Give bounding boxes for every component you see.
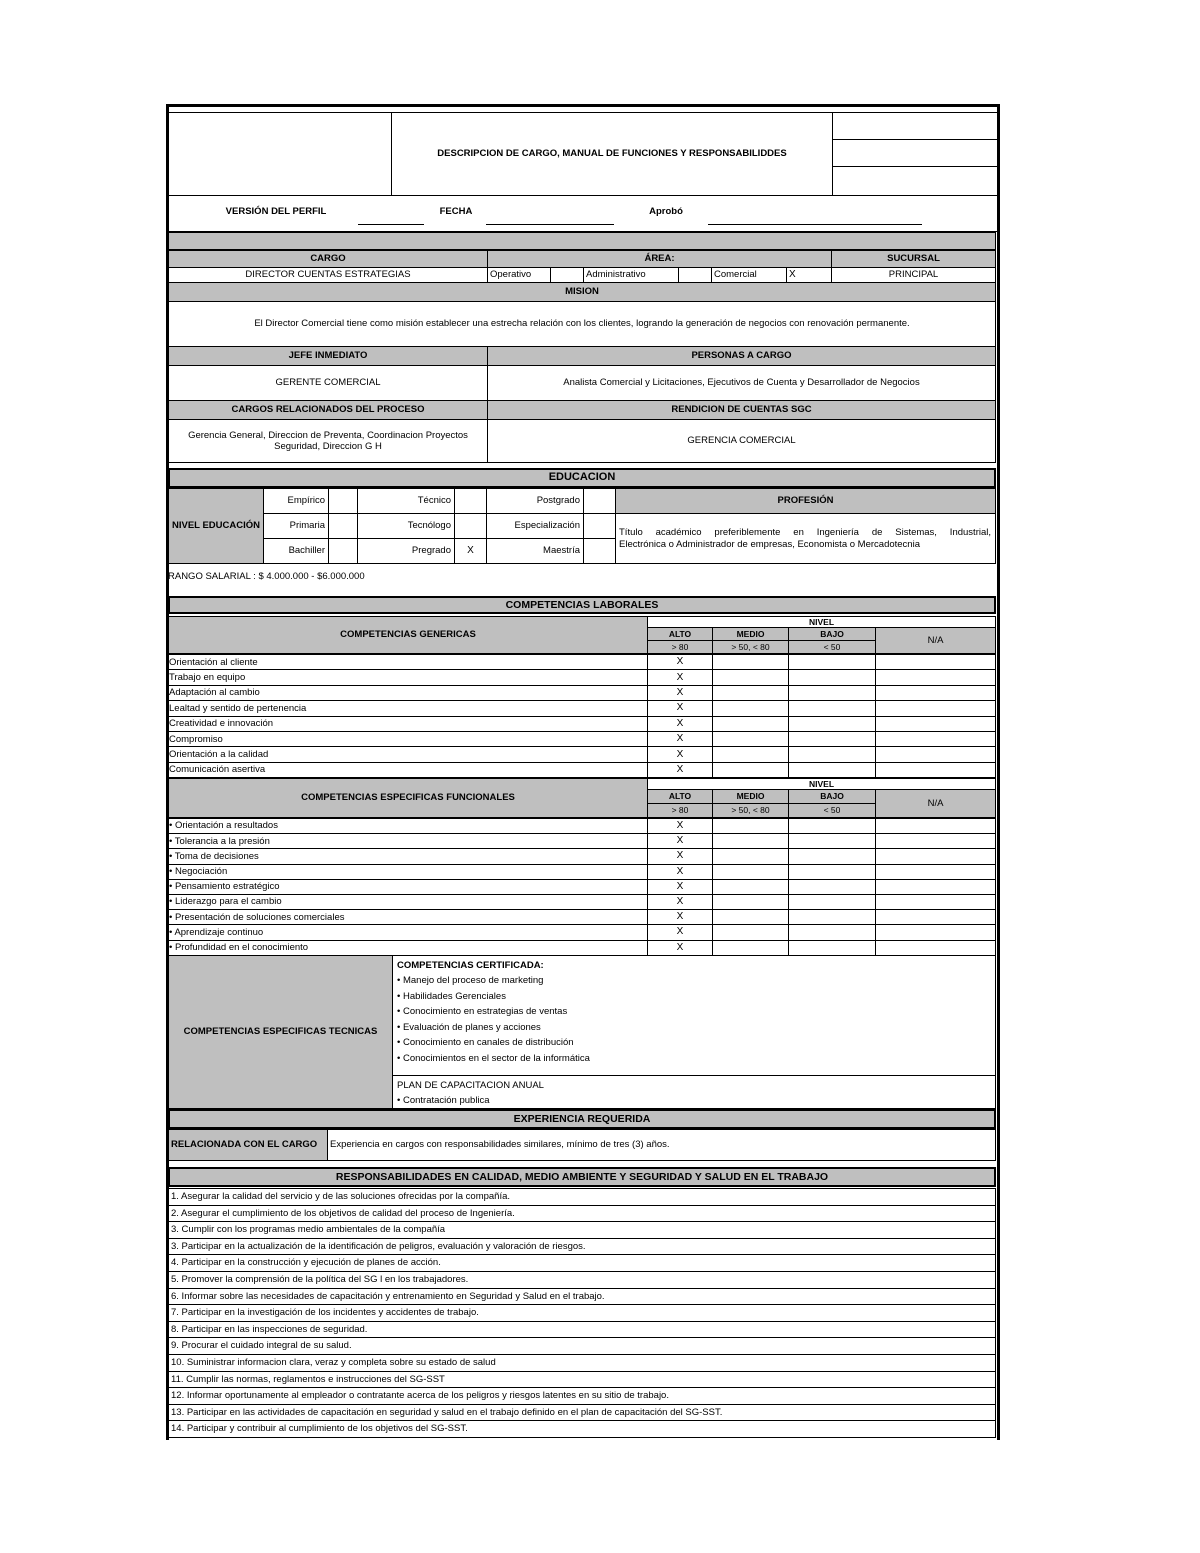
- edu-tecnico: Técnico: [357, 488, 455, 514]
- aprobo-label: Aprobó: [649, 206, 683, 218]
- na-cell: [875, 864, 996, 880]
- bajo-cell: [788, 654, 876, 670]
- certificada-item: • Conocimientos en el sector de la informática: [397, 1052, 590, 1064]
- responsabilidad-item: 14. Participar y contribuir al cumplimiento de los objetivos del SG-SST.: [168, 1420, 996, 1438]
- grey-band: [168, 232, 996, 250]
- certificada-box: [392, 955, 996, 1076]
- medio-label-2: MEDIO: [712, 789, 789, 804]
- edu-tecnologo-box: [454, 513, 487, 539]
- area-label: ÁREA:: [487, 250, 832, 268]
- bajo-cell: [788, 685, 876, 701]
- edu-especializacion-box: [583, 513, 616, 539]
- bajo-cell: [788, 818, 876, 834]
- edu-primaria-box: [328, 513, 358, 539]
- bajo-cell: [788, 669, 876, 685]
- relacionados-line2: Seguridad, Direccion G H: [274, 441, 382, 452]
- relacionados-line1: Gerencia General, Direccion de Preventa, Coordinacion Proyectos: [188, 429, 468, 441]
- educacion-label: EDUCACION: [168, 468, 996, 488]
- bajo-range-2: < 50: [788, 803, 876, 818]
- fecha-label: FECHA: [439, 206, 473, 218]
- experiencia-text: Experiencia en cargos con responsabilidades similares, mínimo de tres (3) años.: [327, 1129, 996, 1161]
- medio-cell: [712, 731, 789, 747]
- rendicion-value: GERENCIA COMERCIAL: [487, 419, 996, 463]
- jefe-value: GERENTE COMERCIAL: [168, 365, 488, 401]
- profesion-line1: Título académico preferiblemente en Ingeniería de Sistemas, Industrial,: [619, 527, 991, 539]
- fecha-line: [486, 224, 614, 225]
- relacionados-value: [168, 419, 488, 463]
- alto-mark: X: [647, 669, 713, 685]
- competencia-funcional-row: • Tolerancia a la presión: [168, 833, 648, 849]
- edu-empirico: Empírico: [263, 488, 329, 514]
- medio-cell: [712, 818, 789, 834]
- area-operativo-box: [550, 267, 584, 283]
- certificada-item: • Manejo del proceso de marketing: [397, 975, 544, 986]
- profesion-label: PROFESIÓN: [615, 488, 996, 514]
- alto-mark: X: [647, 848, 713, 864]
- competencia-funcional-row: • Toma de decisiones: [168, 848, 648, 864]
- bajo-cell: [788, 864, 876, 880]
- version-line: [358, 224, 424, 225]
- competencias-label: COMPETENCIAS LABORALES: [168, 596, 996, 614]
- edu-empirico-box: [328, 488, 358, 514]
- jefe-label: JEFE INMEDIATO: [168, 346, 488, 366]
- na-cell: [875, 669, 996, 685]
- alto-label-2: ALTO: [647, 789, 713, 804]
- certificada-item: • Conocimiento en canales de distribución: [397, 1037, 574, 1048]
- certificada-label: COMPETENCIAS CERTIFICADA:: [397, 960, 544, 971]
- na-cell: [875, 731, 996, 747]
- responsabilidad-item: 5. Promover la comprensión de la política del SG l en los trabajadores.: [168, 1271, 996, 1289]
- version-label: VERSIÓN DEL PERFIL: [225, 206, 327, 218]
- medio-range-2: > 50, < 80: [712, 803, 789, 818]
- date-cell: [832, 166, 998, 196]
- medio-cell: [712, 669, 789, 685]
- medio-cell: [712, 762, 789, 778]
- alto-mark: X: [647, 833, 713, 849]
- responsabilidad-item: 3. Participar en la actualización de la identificación de peligros, evaluación y valoración de riesgos.: [168, 1238, 996, 1256]
- bajo-range-1: < 50: [788, 640, 876, 654]
- competencia-funcional-row: • Negociación: [168, 864, 648, 880]
- competencia-funcional-row: • Pensamiento estratégico: [168, 879, 648, 895]
- bajo-label-1: BAJO: [788, 627, 876, 641]
- bajo-label-2: BAJO: [788, 789, 876, 804]
- competencia-generica-row: Orientación a la calidad: [168, 746, 648, 762]
- na-cell: [875, 746, 996, 762]
- profesion-line2: Electrónica o Administrador de empresas, Economista o Mercadotecnia: [619, 538, 920, 550]
- competencia-generica-row: Compromiso: [168, 731, 648, 747]
- sucursal-value: PRINCIPAL: [831, 267, 996, 283]
- document-title: DESCRIPCION DE CARGO, MANUAL DE FUNCIONES Y RESPONSABILIDDES: [391, 112, 833, 196]
- tecnicas-label: COMPETENCIAS ESPECIFICAS TECNICAS: [168, 955, 393, 1109]
- alto-mark: X: [647, 685, 713, 701]
- alto-mark: X: [647, 654, 713, 670]
- alto-range-2: > 80: [647, 803, 713, 818]
- alto-mark: X: [647, 894, 713, 910]
- logo-cell: [168, 112, 392, 196]
- area-administrativo: Administrativo: [583, 267, 679, 283]
- edu-especializacion: Especialización: [486, 513, 584, 539]
- bajo-cell: [788, 909, 876, 925]
- na-cell: [875, 848, 996, 864]
- personas-label: PERSONAS A CARGO: [487, 346, 996, 366]
- bajo-cell: [788, 879, 876, 895]
- bajo-cell: [788, 762, 876, 778]
- na-cell: [875, 654, 996, 670]
- edu-postgrado: Postgrado: [486, 488, 584, 514]
- genericas-label: COMPETENCIAS GENERICAS: [168, 616, 648, 654]
- plan-list: [397, 1093, 490, 1108]
- medio-cell: [712, 833, 789, 849]
- alto-mark: X: [647, 700, 713, 716]
- responsabilidad-item: 4. Participar en la construcción y ejecución de planes de acción.: [168, 1254, 996, 1272]
- responsabilidad-item: 12. Informar oportunamente al empleador o contratante acerca de los peligros y riesgos latentes en su sitio de trabajo.: [168, 1387, 996, 1405]
- alto-range-1: > 80: [647, 640, 713, 654]
- na-cell: [875, 909, 996, 925]
- na-cell: [875, 833, 996, 849]
- plan-item: • Contratación publica: [397, 1095, 490, 1106]
- alto-mark: X: [647, 746, 713, 762]
- na-cell: [875, 818, 996, 834]
- bajo-cell: [788, 940, 876, 956]
- alto-mark: X: [647, 818, 713, 834]
- responsabilidades-label: RESPONSABILIDADES EN CALIDAD, MEDIO AMBIENTE Y SEGURIDAD Y SALUD EN EL TRABAJO: [168, 1167, 996, 1187]
- sucursal-label: SUCURSAL: [831, 250, 996, 268]
- responsabilidad-item: 13. Participar en las actividades de capacitación en seguridad y salud en el trabajo definido en el plan de capacitación del SG-SST.: [168, 1404, 996, 1422]
- plan-box: [392, 1075, 996, 1109]
- cargo-label: CARGO: [168, 250, 488, 268]
- competencia-generica-row: Orientación al cliente: [168, 654, 648, 670]
- edu-primaria: Primaria: [263, 513, 329, 539]
- area-comercial: Comercial: [711, 267, 787, 283]
- competencia-funcional-row: • Profundidad en el conocimiento: [168, 940, 648, 956]
- medio-label-1: MEDIO: [712, 627, 789, 641]
- competencia-generica-row: Comunicación asertiva: [168, 762, 648, 778]
- responsabilidad-item: 11. Cumplir las normas, reglamentos e instrucciones del SG-SST: [168, 1371, 996, 1389]
- na-cell: [875, 685, 996, 701]
- nivel-educacion-label: NIVEL EDUCACIÓN: [168, 488, 264, 564]
- competencia-generica-row: Adaptación al cambio: [168, 685, 648, 701]
- alto-mark: X: [647, 924, 713, 940]
- edu-tecnico-box: [454, 488, 487, 514]
- na-cell: [875, 879, 996, 895]
- bajo-cell: [788, 731, 876, 747]
- edu-pregrado-mark: X: [454, 538, 487, 564]
- plan-label: PLAN DE CAPACITACION ANUAL: [397, 1080, 544, 1091]
- medio-cell: [712, 746, 789, 762]
- personas-value: Analista Comercial y Licitaciones, Ejecutivos de Cuenta y Desarrollador de Negocios: [487, 365, 996, 401]
- competencia-generica-row: Lealtad y sentido de pertenencia: [168, 700, 648, 716]
- mision-label: MISION: [168, 282, 996, 302]
- medio-cell: [712, 700, 789, 716]
- na-cell: [875, 924, 996, 940]
- alto-mark: X: [647, 940, 713, 956]
- nivel-label-1: NIVEL: [647, 616, 996, 628]
- certificada-item: • Evaluación de planes y acciones: [397, 1021, 541, 1033]
- alto-mark: X: [647, 762, 713, 778]
- alto-label-1: ALTO: [647, 627, 713, 641]
- competencia-generica-row: Trabajo en equipo: [168, 669, 648, 685]
- alto-mark: X: [647, 716, 713, 732]
- edu-maestria: Maestría: [486, 538, 584, 564]
- medio-cell: [712, 654, 789, 670]
- responsabilidad-item: 10. Suministrar informacion clara, veraz y completa sobre su estado de salud: [168, 1354, 996, 1372]
- area-operativo: Operativo: [487, 267, 551, 283]
- area-comercial-mark: X: [786, 267, 832, 283]
- na-label-1: N/A: [875, 627, 996, 654]
- code-cell: [832, 112, 998, 140]
- na-cell: [875, 894, 996, 910]
- bajo-cell: [788, 716, 876, 732]
- na-cell: [875, 700, 996, 716]
- mision-text: El Director Comercial tiene como misión establecer una estrecha relación con los clientes, logrando la generación de negocios con renovación permanente.: [168, 301, 996, 347]
- na-cell: [875, 762, 996, 778]
- competencia-funcional-row: • Presentación de soluciones comerciales: [168, 909, 648, 925]
- na-cell: [875, 716, 996, 732]
- alto-mark: X: [647, 879, 713, 895]
- responsabilidad-item: 7. Participar en la investigación de los incidentes y accidentes de trabajo.: [168, 1304, 996, 1322]
- medio-cell: [712, 848, 789, 864]
- cargo-value: DIRECTOR CUENTAS ESTRATEGIAS: [168, 267, 488, 283]
- responsabilidad-item: 1. Asegurar la calidad del servicio y de las soluciones ofrecidas por la compañía.: [168, 1188, 996, 1206]
- edu-bachiller-box: [328, 538, 358, 564]
- medio-cell: [712, 924, 789, 940]
- experiencia-label: EXPERIENCIA REQUERIDA: [168, 1109, 996, 1129]
- nivel-label-2: NIVEL: [647, 778, 996, 790]
- funcionales-label: COMPETENCIAS ESPECIFICAS FUNCIONALES: [168, 778, 648, 818]
- alto-mark: X: [647, 864, 713, 880]
- responsabilidad-item: 2. Asegurar el cumplimiento de los objetivos de calidad del proceso de Ingeniería.: [168, 1205, 996, 1223]
- alto-mark: X: [647, 731, 713, 747]
- competencia-funcional-row: • Orientación a resultados: [168, 818, 648, 834]
- medio-cell: [712, 864, 789, 880]
- responsabilidad-item: 3. Cumplir con los programas medio ambientales de la compañía: [168, 1221, 996, 1239]
- medio-range-1: > 50, < 80: [712, 640, 789, 654]
- edu-pregrado: Pregrado: [357, 538, 455, 564]
- job-description-sheet: [166, 104, 1000, 1440]
- competencia-generica-row: Creatividad e innovación: [168, 716, 648, 732]
- responsabilidad-item: 9. Procurar el cuidado integral de su salud.: [168, 1337, 996, 1355]
- edu-postgrado-box: [583, 488, 616, 514]
- certificada-item: • Conocimiento en estrategias de ventas: [397, 1006, 568, 1017]
- bajo-cell: [788, 924, 876, 940]
- area-administrativo-box: [678, 267, 712, 283]
- certificada-item: • Habilidades Gerenciales: [397, 990, 506, 1002]
- aprobo-line: [708, 224, 922, 225]
- responsabilidad-item: 6. Informar sobre las necesidades de capacitación y entrenamiento en Seguridad y Salud en el trabajo.: [168, 1288, 996, 1306]
- competencia-funcional-row: • Liderazgo para el cambio: [168, 894, 648, 910]
- bajo-cell: [788, 700, 876, 716]
- certificada-list: [397, 973, 590, 1066]
- relacionados-label: CARGOS RELACIONADOS DEL PROCESO: [168, 400, 488, 420]
- medio-cell: [712, 940, 789, 956]
- alto-mark: X: [647, 909, 713, 925]
- na-cell: [875, 940, 996, 956]
- na-label-2: N/A: [875, 789, 996, 818]
- competencia-funcional-row: • Aprendizaje continuo: [168, 924, 648, 940]
- edu-maestria-box: [583, 538, 616, 564]
- edu-bachiller: Bachiller: [263, 538, 329, 564]
- edu-tecnologo: Tecnólogo: [357, 513, 455, 539]
- bajo-cell: [788, 894, 876, 910]
- experiencia-rel-label: RELACIONADA CON EL CARGO: [168, 1129, 328, 1161]
- bajo-cell: [788, 746, 876, 762]
- medio-cell: [712, 909, 789, 925]
- medio-cell: [712, 685, 789, 701]
- version-cell: [832, 139, 998, 167]
- rango-salarial: RANGO SALARIAL : $ 4.000.000 - $6.000.000: [168, 571, 365, 583]
- rendicion-label: RENDICION DE CUENTAS SGC: [487, 400, 996, 420]
- medio-cell: [712, 716, 789, 732]
- responsabilidad-item: 8. Participar en las inspecciones de seguridad.: [168, 1321, 996, 1339]
- profesion-value: [615, 513, 996, 564]
- medio-cell: [712, 894, 789, 910]
- medio-cell: [712, 879, 789, 895]
- bajo-cell: [788, 848, 876, 864]
- bajo-cell: [788, 833, 876, 849]
